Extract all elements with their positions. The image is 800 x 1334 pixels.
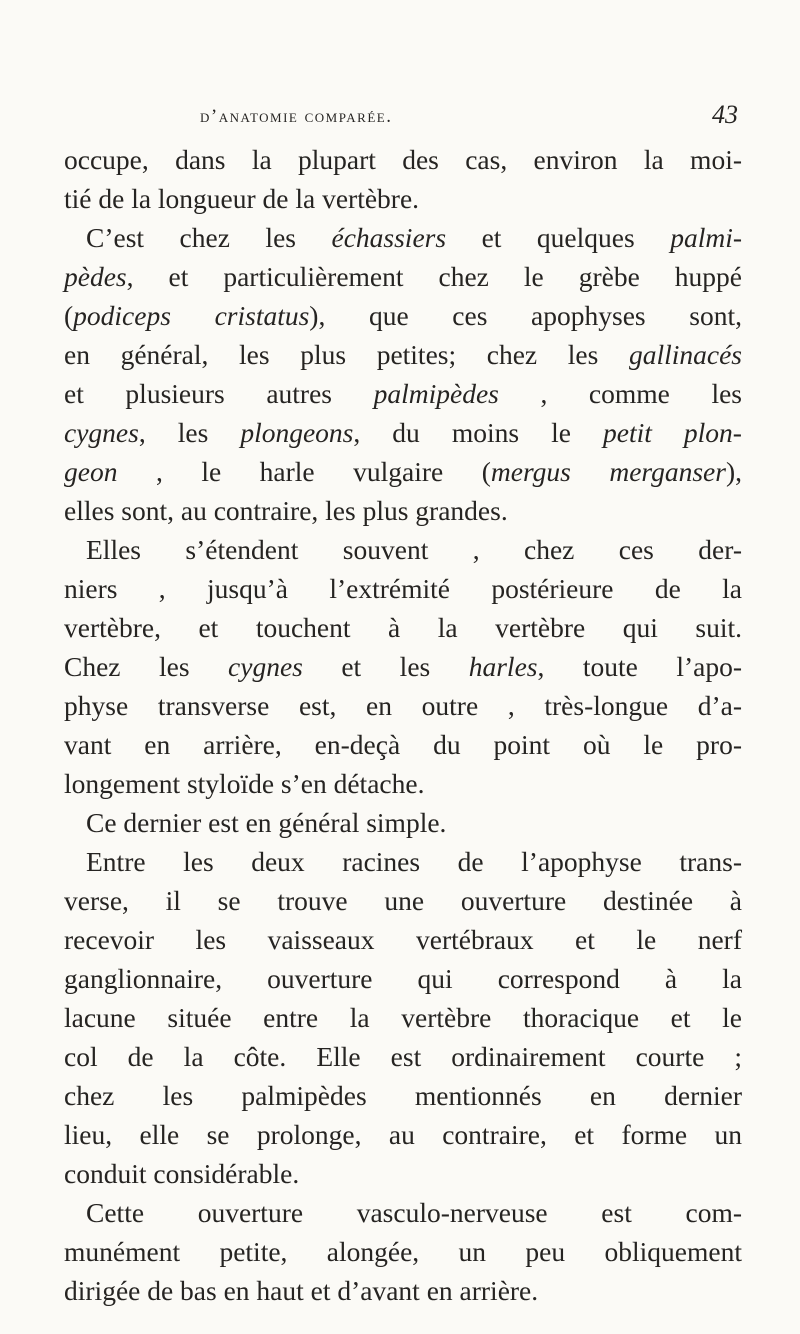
text-line-26: lieu, elle se prolonge, au contraire, et forme un (64, 1119, 742, 1150)
italic-term: palmipèdes (373, 378, 499, 409)
text-line-2: tié de la longueur de la vertèbre. (64, 183, 420, 214)
text-line-9: geon , le harle vulgaire (mergus merganser), (64, 456, 742, 487)
text-line-23: lacune située entre la vertèbre thoracique et le (64, 1002, 742, 1033)
italic-term: podiceps cristatus (73, 300, 310, 331)
text-line-30: dirigée de bas en haut et d’avant en arrière. (64, 1275, 539, 1306)
text-line-20: verse, il se trouve une ouverture destinée à (64, 885, 742, 916)
text-line-1: occupe, dans la plupart des cas, environ la moi- (64, 144, 742, 175)
text-line-13: vertèbre, et touchent à la vertèbre qui suit. (64, 612, 742, 643)
text-line-12: niers , jusqu’à l’extrémité postérieure de la (64, 573, 742, 604)
text-line-25: chez les palmipèdes mentionnés en dernier (64, 1080, 742, 1111)
italic-term: geon (64, 456, 118, 487)
text-line-7: et plusieurs autres palmipèdes , comme les (64, 378, 742, 409)
italic-term: petit plon- (603, 417, 742, 448)
italic-term: pèdes (64, 261, 127, 292)
text-line-17: longement styloïde s’en détache. (64, 768, 425, 799)
body-text (64, 140, 742, 1310)
text-line-19: Entre les deux racines de l’apophyse trans- (86, 846, 742, 877)
italic-term: échassiers (331, 222, 447, 253)
text-line-11: Elles s’étendent souvent , chez ces der- (86, 534, 742, 565)
italic-term: plongeons (240, 417, 354, 448)
text-line-10: elles sont, au contraire, les plus grandes. (64, 495, 508, 526)
page-number: 43 (712, 100, 738, 129)
italic-term: cygnes (64, 417, 139, 448)
italic-term: mergus merganser (490, 456, 726, 487)
text-line-21: recevoir les vaisseaux vertébraux et le nerf (64, 924, 742, 955)
text-line-14: Chez les cygnes et les harles, toute l’apo- (64, 651, 742, 682)
italic-term: harles (468, 651, 538, 682)
text-line-8: cygnes, les plongeons, du moins le petit plon- (64, 417, 742, 448)
text-line-27: conduit considérable. (64, 1158, 300, 1189)
text-line-28: Cette ouverture vasculo-nerveuse est com- (86, 1197, 742, 1228)
running-head: d’anatomie comparée. (200, 106, 393, 127)
text-line-15: physe transverse est, en outre , très-longue d’a- (64, 690, 742, 721)
text-line-4: pèdes, et particulièrement chez le grèbe huppé (64, 261, 742, 292)
text-line-16: vant en arrière, en-deçà du point où le pro- (64, 729, 742, 760)
italic-term: palmi- (670, 222, 742, 253)
italic-term: cygnes (228, 651, 303, 682)
text-line-5: (podiceps cristatus), que ces apophyses sont, (64, 300, 742, 331)
text-line-6: en général, les plus petites; chez les gallinacés (64, 339, 742, 370)
text-line-3: C’est chez les échassiers et quelques palmi- (86, 222, 742, 253)
italic-term: gallinacés (628, 339, 742, 370)
text-line-29: munément petite, alongée, un peu obliquement (64, 1236, 742, 1267)
text-line-22: ganglionnaire, ouverture qui correspond à la (64, 963, 742, 994)
text-line-18: Ce dernier est en général simple. (86, 807, 447, 838)
text-line-24: col de la côte. Elle est ordinairement courte ; (64, 1041, 742, 1072)
